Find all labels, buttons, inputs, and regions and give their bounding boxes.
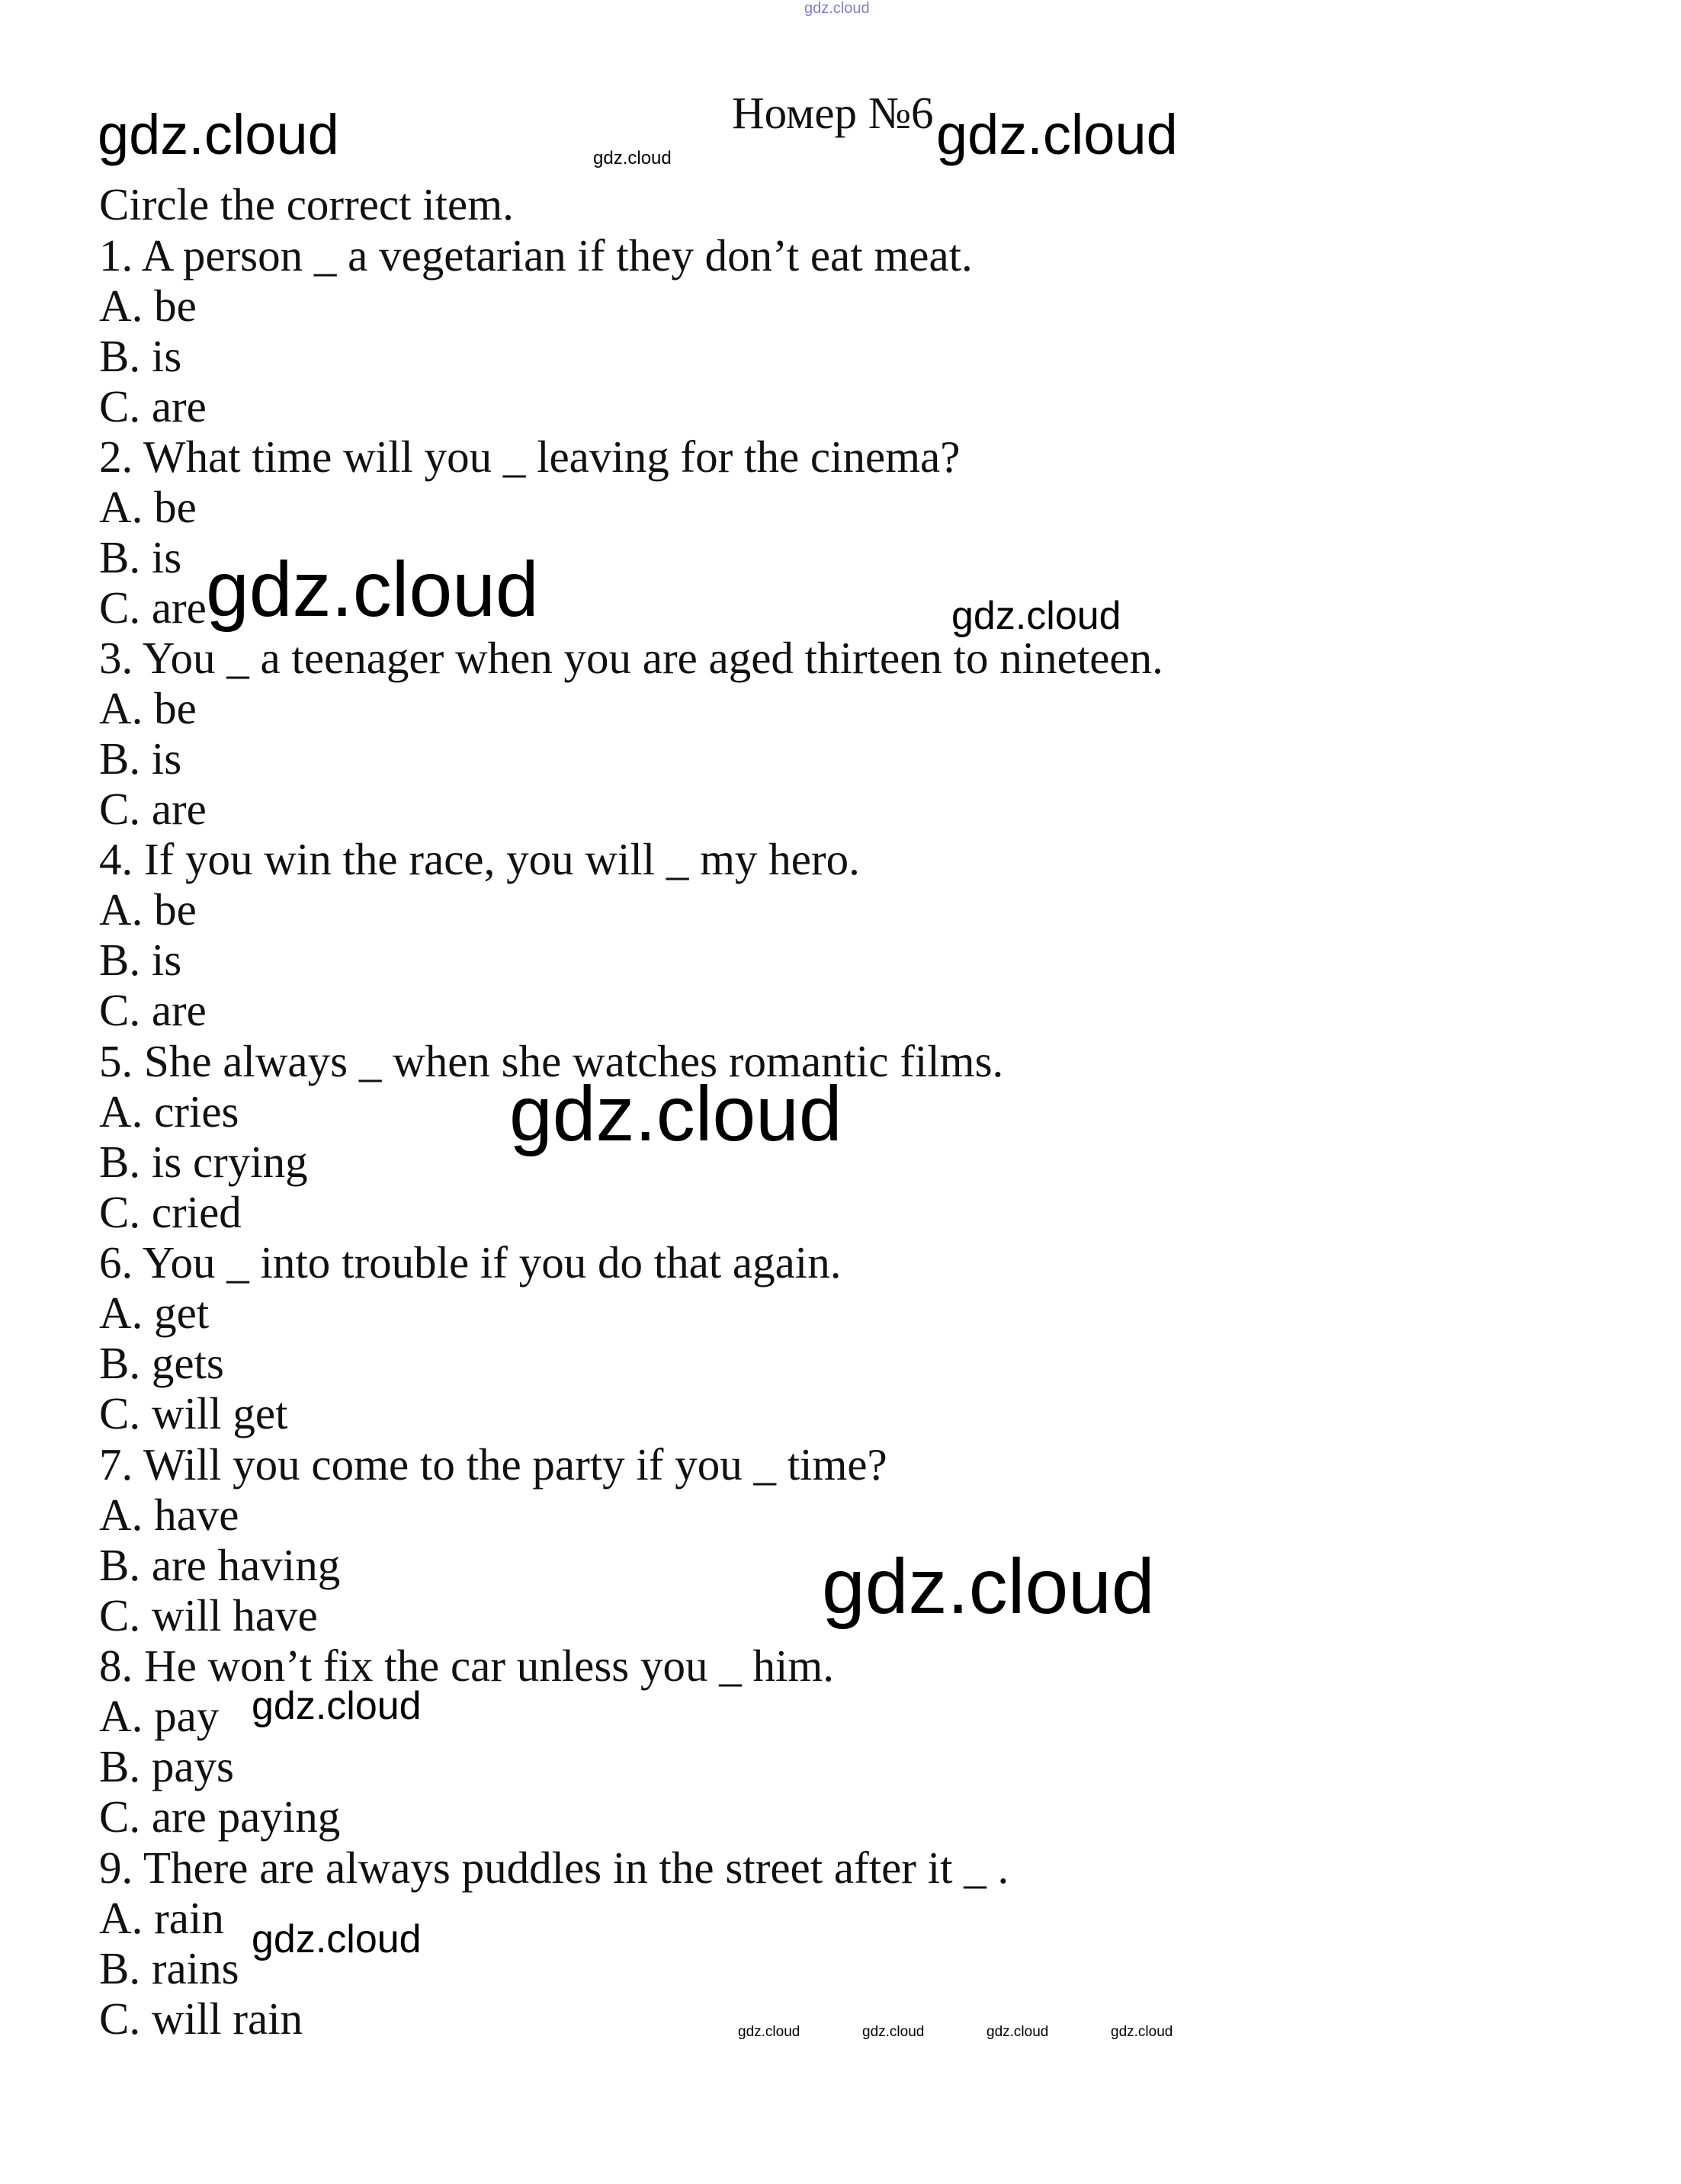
question-7-option-a: A. have xyxy=(99,1490,239,1540)
question-1: 1. A person _ a vegetarian if they don’t eat meat. xyxy=(99,230,973,281)
question-4-option-b: B. is xyxy=(99,935,182,985)
watermark-logo: gdz.cloud xyxy=(822,1543,1155,1630)
question-2-option-c: C. are xyxy=(99,582,207,633)
watermark-logo: gdz.cloud xyxy=(206,546,539,633)
question-8-option-c: C. are paying xyxy=(99,1791,341,1842)
instruction-text: Circle the correct item. xyxy=(99,179,514,229)
page-title: Номер №6 xyxy=(732,88,934,138)
top-watermark: gdz.cloud xyxy=(804,0,870,17)
question-2: 2. What time will you _ leaving for the cinema? xyxy=(99,431,961,482)
question-5-option-c: C. cried xyxy=(99,1187,242,1237)
question-3-option-c: C. are xyxy=(99,784,207,834)
watermark-logo: gdz.cloud xyxy=(936,103,1178,166)
question-6-option-c: C. will get xyxy=(99,1388,288,1438)
question-3-option-a: A. be xyxy=(99,683,197,733)
question-7-option-c: C. will have xyxy=(99,1590,318,1640)
watermark-logo: gdz.cloud xyxy=(1111,2024,1173,2040)
watermark-logo: gdz.cloud xyxy=(738,2024,800,2040)
question-9-option-a: A. rain xyxy=(99,1893,224,1943)
question-2-option-b: B. is xyxy=(99,532,182,582)
question-8-option-b: B. pays xyxy=(99,1741,234,1791)
question-4-option-c: C. are xyxy=(99,985,207,1035)
question-1-option-b: B. is xyxy=(99,331,182,381)
question-4-option-a: A. be xyxy=(99,884,197,935)
question-3-option-b: B. is xyxy=(99,733,182,784)
question-8: 8. He won’t fix the car unless you _ him. xyxy=(99,1640,835,1691)
question-9-option-b: B. rains xyxy=(99,1943,239,1993)
question-5: 5. She always _ when she watches romantic films. xyxy=(99,1036,1004,1086)
watermark-logo: gdz.cloud xyxy=(509,1070,842,1157)
question-2-option-a: A. be xyxy=(99,482,197,532)
watermark-logo: gdz.cloud xyxy=(986,2024,1049,2040)
question-6-option-a: A. get xyxy=(99,1288,210,1338)
question-7: 7. Will you come to the party if you _ time? xyxy=(99,1439,887,1490)
question-6-option-b: B. gets xyxy=(99,1338,224,1388)
question-1-option-a: A. be xyxy=(99,281,197,331)
question-9-option-c: C. will rain xyxy=(99,1993,303,2044)
watermark-logo: gdz.cloud xyxy=(593,148,672,168)
question-3: 3. You _ a teenager when you are aged thirteen to nineteen. xyxy=(99,633,1163,683)
watermark-logo: gdz.cloud xyxy=(252,1917,422,1961)
question-4: 4. If you win the race, you will _ my hero. xyxy=(99,834,860,884)
question-5-option-a: A. cries xyxy=(99,1086,239,1137)
watermark-logo: gdz.cloud xyxy=(252,1684,422,1728)
question-6: 6. You _ into trouble if you do that again. xyxy=(99,1237,842,1288)
question-1-option-c: C. are xyxy=(99,381,207,431)
watermark-logo: gdz.cloud xyxy=(951,594,1121,638)
question-5-option-b: B. is crying xyxy=(99,1137,308,1187)
watermark-logo: gdz.cloud xyxy=(98,103,339,166)
question-8-option-a: A. pay xyxy=(99,1691,220,1741)
question-7-option-b: B. are having xyxy=(99,1540,341,1590)
watermark-logo: gdz.cloud xyxy=(862,2024,925,2040)
question-9: 9. There are always puddles in the street after it _ . xyxy=(99,1842,1009,1893)
